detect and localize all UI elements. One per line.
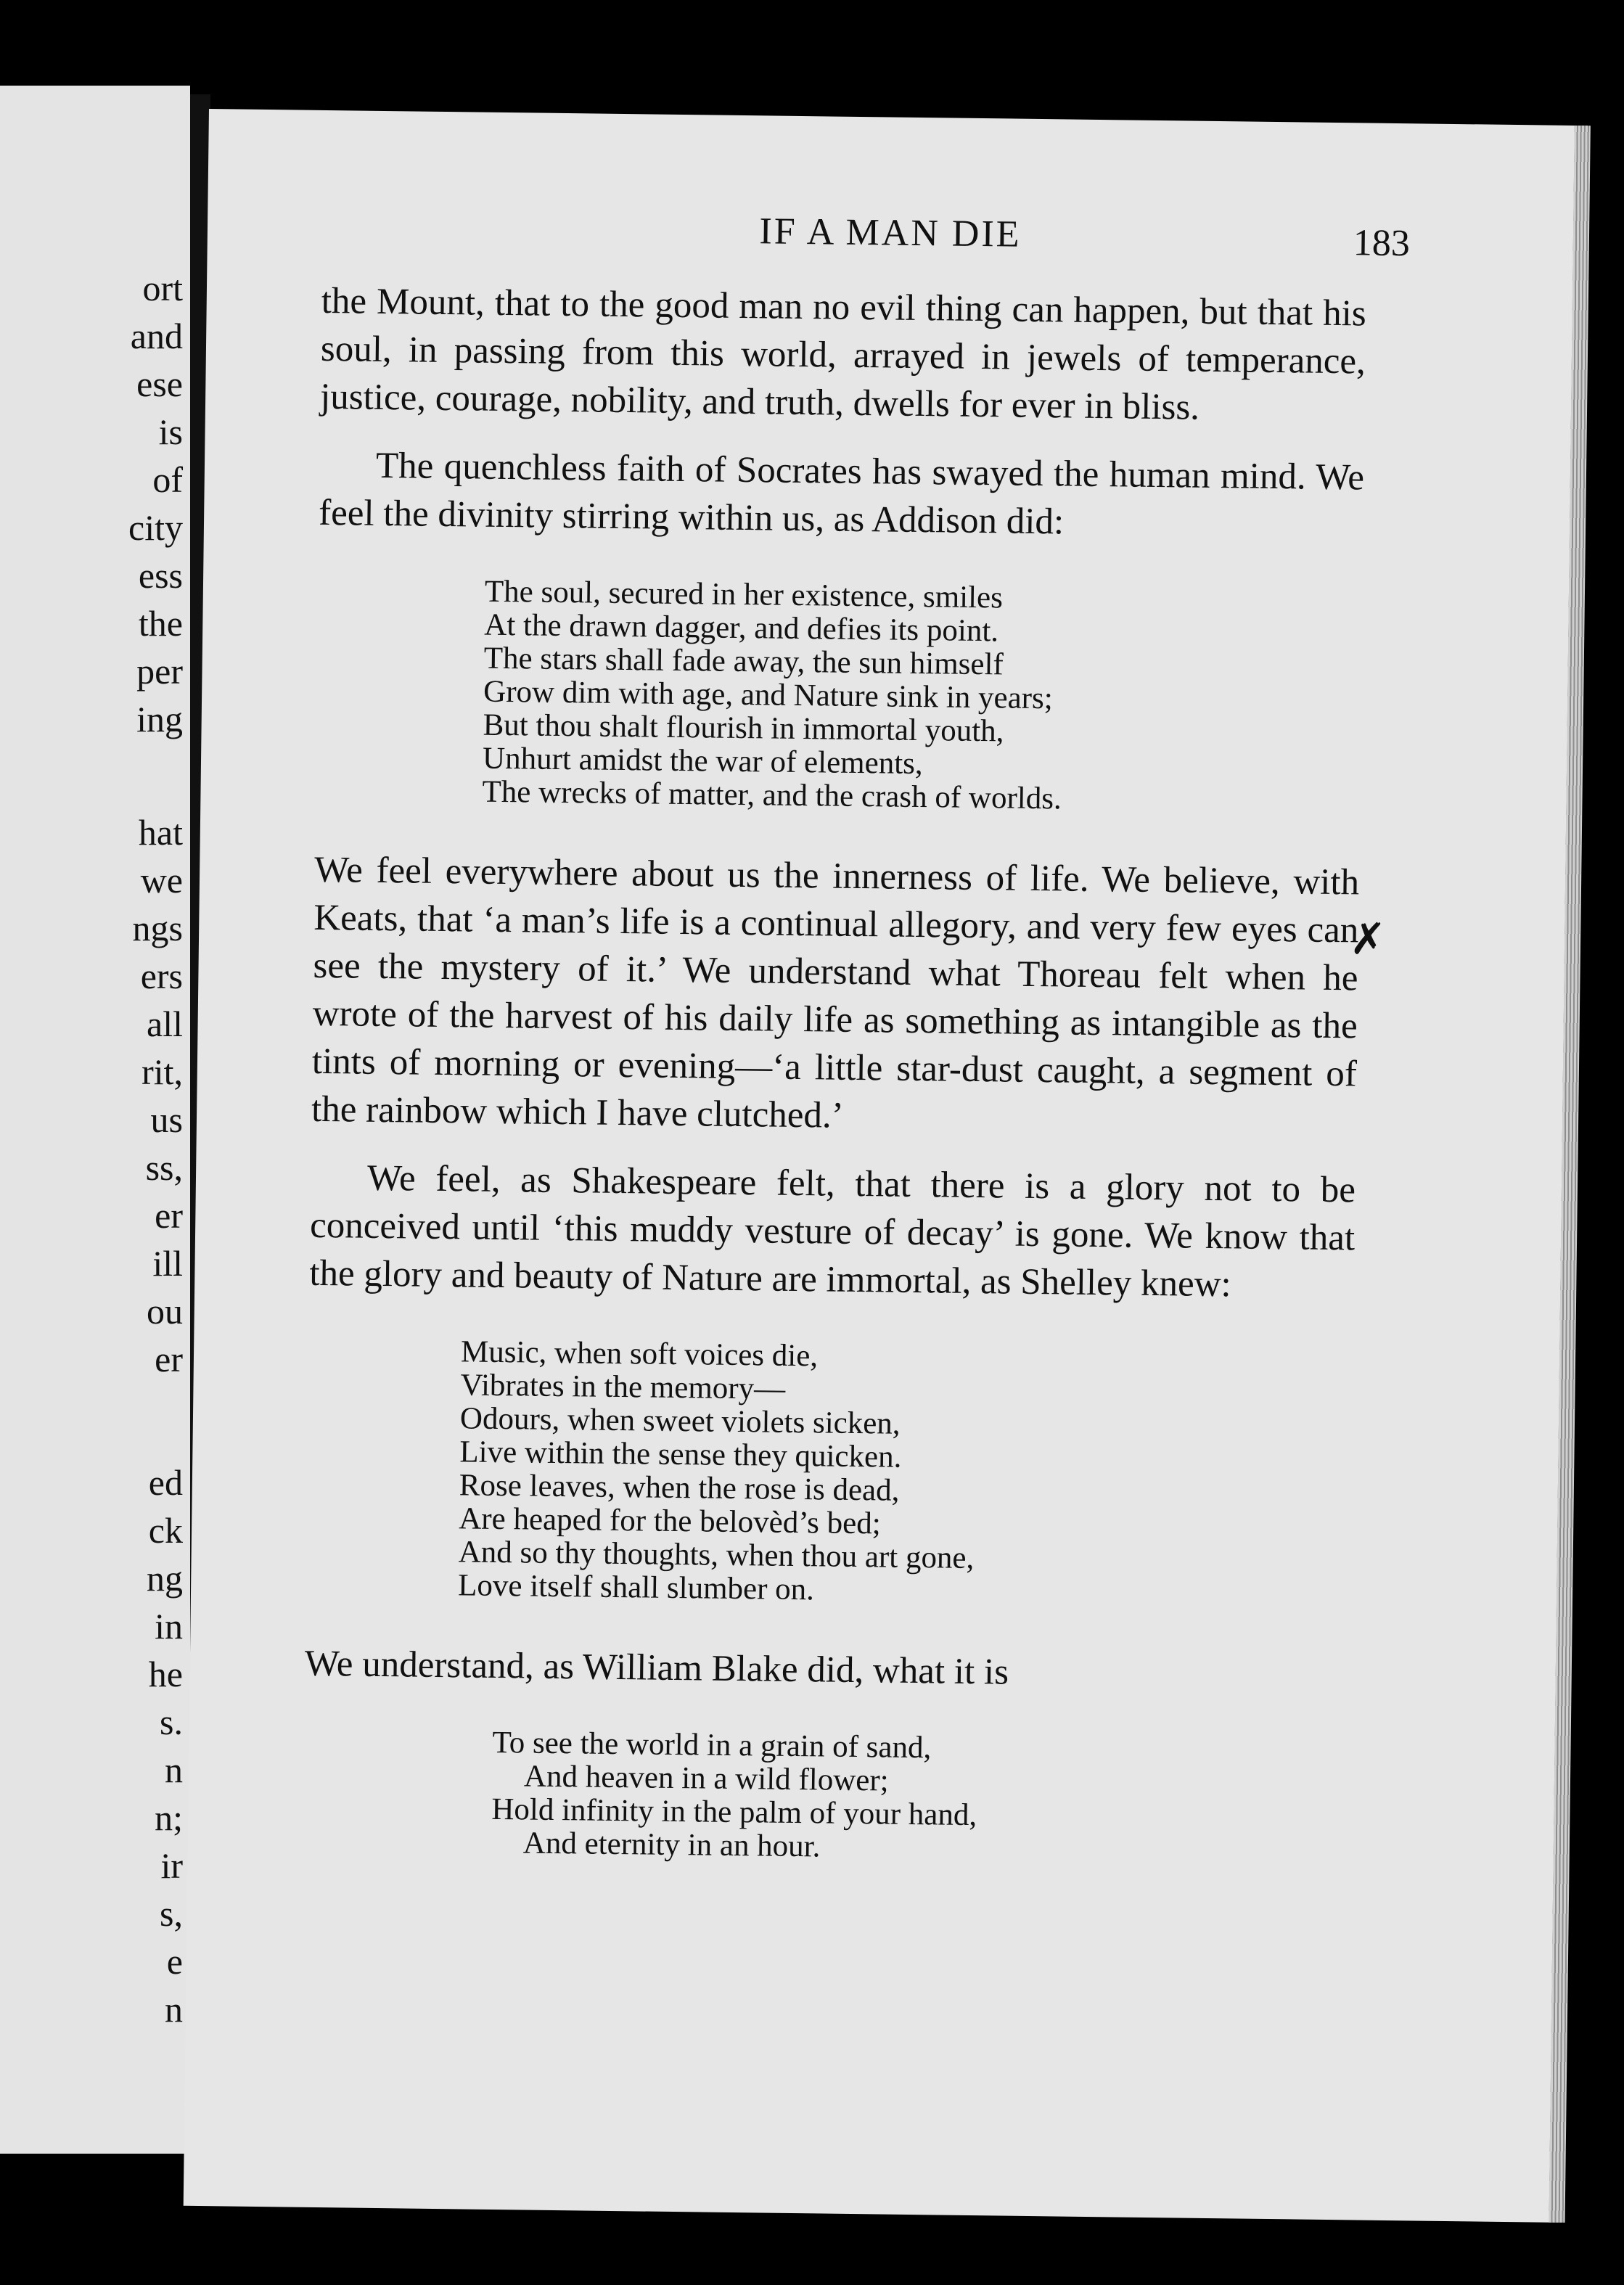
left-fragment: ese [136, 364, 183, 404]
left-fragment: n; [155, 1797, 183, 1838]
left-page-fragment [0, 86, 190, 2154]
verse-line: Hold infinity in the palm of your hand, [491, 1792, 977, 1833]
margin-mark: ✗ [1349, 915, 1387, 964]
verse-line: Rose leaves, when the rose is dead, [459, 1468, 900, 1508]
running-head: IF A MAN DIE [759, 210, 1022, 255]
left-fragment: hat [138, 812, 183, 853]
left-fragment: ngs [132, 908, 183, 948]
left-fragment: ir [160, 1845, 183, 1886]
left-fragment: ed [148, 1462, 183, 1503]
verse-line: And heaven in a wild flower; [523, 1759, 889, 1798]
left-fragment: the [138, 603, 183, 644]
verse-line: The soul, secured in her existence, smiles [484, 574, 1004, 615]
left-fragment: ss, [145, 1147, 183, 1188]
verse-line: Vibrates in the memory— [460, 1368, 786, 1406]
shelley-verse [458, 1335, 1353, 1613]
page-header [208, 203, 1574, 271]
left-fragment: we [140, 860, 183, 901]
verse-line: To see the world in a grain of sand, [492, 1725, 932, 1765]
paragraph: the Mount, that to the good man no evil thing can happen, but that his soul, in passing from this world, arrayed in jewels of temperance, justice, courage, nobility, and truth, dwells for ever in bliss. [319, 280, 1367, 428]
verse-line: Live within the sense they quicken. [459, 1435, 902, 1474]
left-fragment: s, [160, 1893, 183, 1934]
verse-line: Grow dim with age, and Nature sink in years; [483, 674, 1054, 716]
left-fragment: n [165, 1989, 183, 2030]
left-fragment: ess [138, 555, 183, 596]
left-fragment: city [128, 507, 183, 548]
verse-line: At the drawn dagger, and defies its point. [484, 607, 999, 649]
page-number: 183 [1353, 222, 1411, 265]
left-fragment: rit, [142, 1051, 183, 1092]
left-fragment: ng [147, 1558, 183, 1599]
verse-line: And eternity in an hour. [522, 1826, 821, 1864]
paragraph: We feel, as Shakespeare felt, that there is a glory not to be conceived until ‘this muddy vesture of decay’ is gone. We know that the glory and beauty of Nature are immortal, as Shelley knew: [309, 1157, 1356, 1305]
verse-line: Are heaped for the belovèd’s bed; [459, 1501, 882, 1541]
verse-line: The wrecks of matter, and the crash of worlds. [482, 774, 1062, 816]
paragraph: We feel everywhere about us the innerness of life. We believe, with Keats, that ‘a man’s life is a continual allegory, and very few eyes can see the mystery of it.’ We understand what Thoreau felt when he wrote of the harvest of his daily life as something as intangible as the tints of morning or evening—‘a little star-dust caught, a segment of the rainbow which I have clutched.’ [311, 849, 1360, 1136]
left-fragment: ing [136, 699, 183, 739]
left-fragment: is [158, 411, 183, 452]
left-fragment: ou [147, 1291, 183, 1332]
verse-line: Odours, when sweet violets sicken, [459, 1401, 901, 1441]
left-fragment: us [150, 1099, 183, 1140]
left-fragment: ort [142, 268, 183, 308]
verse-line: Unhurt amidst the war of elements, [482, 741, 923, 782]
left-fragment: n [165, 1749, 183, 1790]
left-fragment: ers [140, 956, 183, 996]
paragraph: We understand, as William Blake did, what it is [304, 1643, 1009, 1693]
verse-line: But thou shalt flourish in immortal youth, [483, 707, 1004, 749]
left-fragment: per [136, 651, 183, 692]
left-fragment: e [166, 1941, 183, 1982]
page-body [302, 277, 1366, 1909]
verse-line: The stars shall fade away, the sun himself [483, 641, 1004, 682]
left-fragment: all [147, 1004, 183, 1044]
left-fragment: ill [152, 1243, 183, 1284]
verse-line: Love itself shall slumber on. [457, 1568, 815, 1607]
left-fragment: er [155, 1195, 183, 1236]
left-fragment: er [155, 1339, 183, 1379]
blake-verse [491, 1726, 1349, 1870]
verse-line: And so thy thoughts, when thou art gone, [458, 1535, 975, 1576]
paragraph: The quenchless faith of Socrates has swayed the human mind. We feel the divinity stirring within us, as Addison did: [318, 445, 1365, 543]
left-fragment: he [148, 1654, 183, 1694]
left-fragment: in [155, 1606, 183, 1646]
left-fragment: ck [148, 1510, 183, 1551]
left-fragment: s. [160, 1702, 183, 1742]
left-fragment: and [130, 316, 183, 356]
page-183 [184, 109, 1588, 2223]
left-fragment: of [152, 459, 183, 500]
addison-verse [482, 575, 1363, 820]
verse-line: Music, when soft voices die, [460, 1334, 819, 1374]
page-edge [1549, 126, 1591, 2223]
